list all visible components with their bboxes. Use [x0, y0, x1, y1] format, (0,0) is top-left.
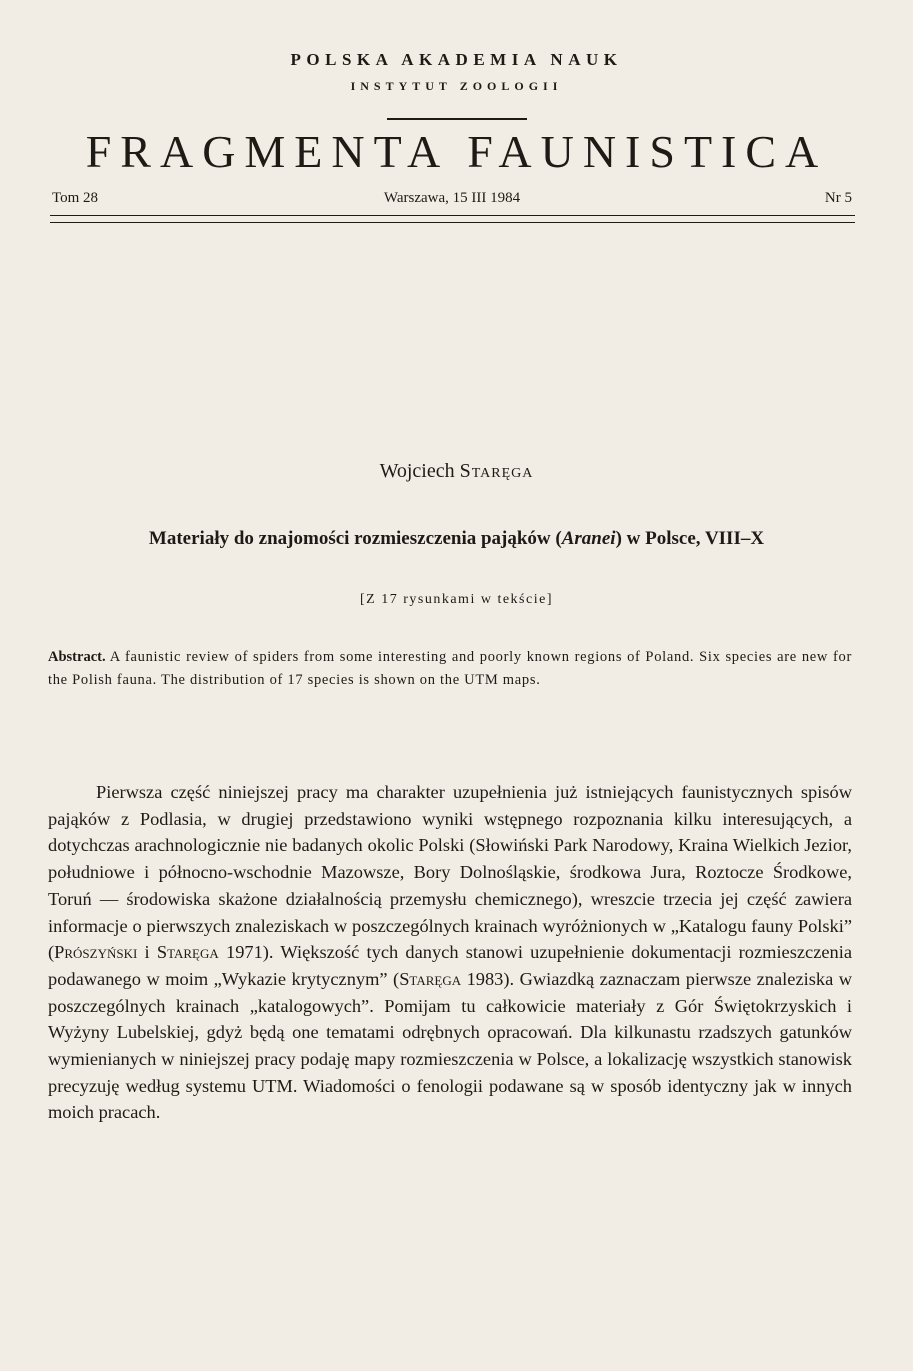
journal-title: FRAGMENTA FAUNISTICA: [85, 126, 828, 177]
header-rule: [387, 118, 527, 120]
article-title: [0, 528, 913, 550]
abstract: [48, 646, 852, 692]
volume-number: Tom 28: [52, 190, 99, 206]
abstract-text: A faunistic review of spiders from some interesting and poorly known regions of Poland. Six species are new for the Polish fauna. The distribution of 17 species is shown on the UTM maps.: [48, 649, 852, 688]
article-author: [0, 460, 913, 483]
title-part-1: Materiały do znajomości rozmieszczenia pająków (: [148, 528, 562, 549]
academy-name: POLSKA AKADEMIA NAUK: [290, 50, 623, 69]
body-sentence-1: Pierwsza część niniejszej pracy ma charakter uzupełnienia już istniejących faunistycznych spisów pająków z Podlasia, w drugiej przedstawiono wyniki wstępnego rozpoznania kilku interesujących, a dotychczas arachnologicznie nie badanych okolic Polski (Słowiński Park Narodowy, Kraina Wielkich Jezior, południowe i północno-wschodnie Mazowsze, Bory Dolnośląskie, środkowa Jura, Roztocze Środkowe, Toruń — środowiska skażone działalnością przemysłu chemicznego), wreszcie trzecia jej część zawiera informacje o pierwszych znaleziskach w poszczególnych krainach wyróżnionych w „Katalogu fauny Polski” (: [48, 782, 852, 963]
citation-author-2: Staręga: [156, 942, 219, 963]
citation-author-1: Prószyński: [54, 942, 138, 963]
abstract-label: Abstract.: [48, 649, 106, 665]
citation-joiner: i: [137, 942, 157, 963]
author-first-name: Wojciech: [379, 460, 455, 482]
issue-number: Nr 5: [824, 190, 852, 206]
place-date: Warszawa, 15 III 1984: [383, 190, 521, 206]
title-part-2: ) w Polsce, VIII–X: [615, 528, 765, 549]
institute-name: INSTYTUT ZOOLOGII: [350, 79, 563, 93]
citation-author-3: Staręga: [399, 968, 462, 989]
body-sentence-2: 1971). Większość tych danych stanowi uzupełnienie dokumentacji rozmieszczenia podawanego w moim „Wykazie krytycznym” (: [48, 942, 852, 989]
title-taxon: Aranei: [561, 528, 616, 549]
body-sentence-3: 1983). Gwiazdką zaznaczam pierwsze znaleziska w poszczególnych krainach „katalogowych”. Pomijam tu całkowicie materiały z Gór Świętokrzyskich i Wyżyny Lubelskiej, gdyż będą one tematami odrębnych opracowań. Dla kilkunastu rzadszych gatunków wymienianych w niniejszej pracy podaję mapy rozmieszczenia w Polsce, a lokalizację wszystkich stanowisk precyzuję według systemu UTM. Wiadomości o fenologii podawane są w sposób identyczny jak w innych moich pracach.: [48, 968, 853, 1123]
header-double-rule: [50, 215, 855, 223]
figures-note: [Z 17 rysunkami w tekście]: [360, 592, 553, 607]
author-last-name: Staręga: [459, 460, 534, 482]
body-paragraph: [48, 779, 852, 1126]
